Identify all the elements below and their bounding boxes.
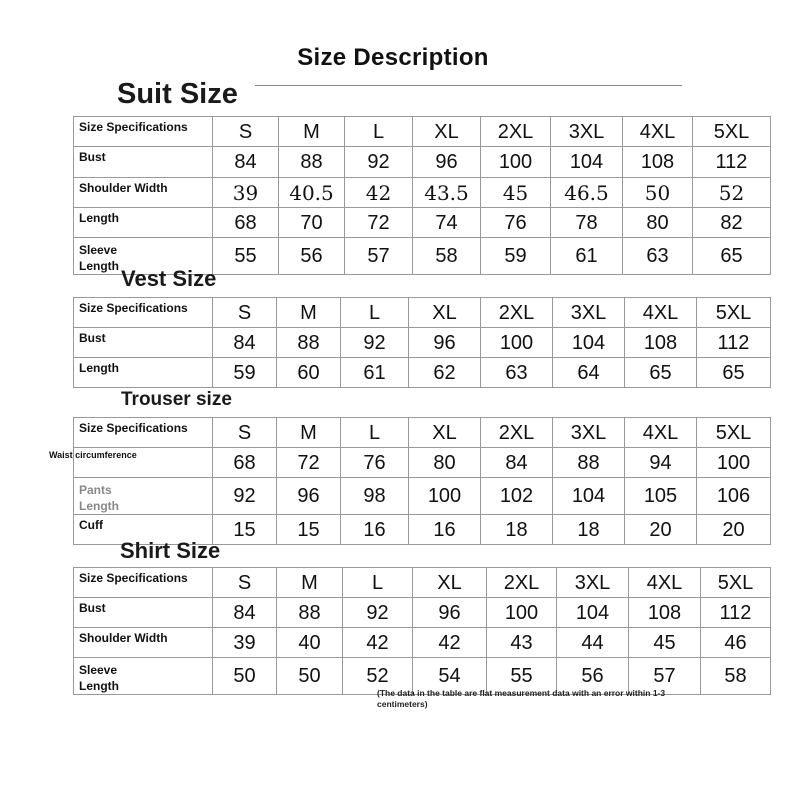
table-cell: 80: [409, 448, 481, 478]
size-header: XL: [413, 568, 487, 598]
table-cell: 50: [623, 178, 693, 208]
table-cell: 52: [343, 658, 413, 695]
size-header: 5XL: [693, 117, 771, 147]
size-header: 2XL: [481, 298, 553, 328]
vest-size-table: [73, 297, 771, 388]
table-cell: 63: [623, 238, 693, 275]
table-cell: 88: [277, 328, 341, 358]
table-cell: 96: [277, 478, 341, 515]
table-cell: 108: [623, 147, 693, 178]
table-cell: 39: [213, 178, 279, 208]
row-label-length: Length: [74, 208, 213, 238]
size-specifications-label: Size Specifications: [74, 298, 213, 328]
size-header: 3XL: [557, 568, 629, 598]
table-cell: 18: [553, 515, 625, 545]
table-header-row: [74, 568, 771, 598]
size-header: 5XL: [701, 568, 771, 598]
size-header: 5XL: [697, 418, 771, 448]
table-cell: 55: [487, 658, 557, 695]
table-cell: 62: [409, 358, 481, 388]
table-cell: 92: [343, 598, 413, 628]
suit-size-table: [73, 116, 771, 275]
shirt-size-heading: Shirt Size: [120, 538, 221, 563]
table-cell: 92: [345, 147, 413, 178]
table-row: [74, 448, 771, 478]
table-cell: 42: [343, 628, 413, 658]
table-cell: 57: [629, 658, 701, 695]
table-cell: 72: [277, 448, 341, 478]
size-header: 3XL: [553, 298, 625, 328]
row-label-bust: Bust: [74, 147, 213, 178]
table-cell: 56: [279, 238, 345, 275]
trouser-size-table: [49, 417, 771, 545]
table-cell: 84: [213, 598, 277, 628]
size-header: L: [341, 298, 409, 328]
size-header: 2XL: [481, 418, 553, 448]
size-specifications-label: Size Specifications: [74, 418, 213, 448]
row-label-length: Length: [74, 358, 213, 388]
vest-size-heading: Vest Size: [121, 266, 217, 291]
table-cell: 80: [623, 208, 693, 238]
size-specifications-label: Size Specifications: [74, 568, 213, 598]
table-cell: 70: [279, 208, 345, 238]
table-cell: 104: [553, 328, 625, 358]
size-header: L: [343, 568, 413, 598]
table-cell: 82: [693, 208, 771, 238]
table-cell: 84: [481, 448, 553, 478]
table-cell: 52: [693, 178, 771, 208]
size-header: 2XL: [487, 568, 557, 598]
table-cell: 88: [277, 598, 343, 628]
table-cell: 68: [213, 208, 279, 238]
size-header: 4XL: [625, 298, 697, 328]
size-specifications-label: Size Specifications: [74, 117, 213, 147]
table-cell: 96: [409, 328, 481, 358]
table-cell: 43: [487, 628, 557, 658]
row-label-sleeve-length: Sleeve Length: [74, 658, 213, 695]
table-cell: 45: [629, 628, 701, 658]
size-header: 2XL: [481, 117, 551, 147]
size-header: XL: [413, 117, 481, 147]
table-cell: 55: [213, 238, 279, 275]
table-cell: 58: [413, 238, 481, 275]
row-label-pants-length: Pants Length: [74, 478, 213, 515]
table-cell: 72: [345, 208, 413, 238]
table-cell: 96: [413, 147, 481, 178]
table-cell: 42: [413, 628, 487, 658]
table-cell: 54: [413, 658, 487, 695]
table-cell: 106: [697, 478, 771, 515]
size-header: L: [345, 117, 413, 147]
table-row: [74, 178, 771, 208]
size-header: 5XL: [697, 298, 771, 328]
table-cell: 16: [341, 515, 409, 545]
table-cell: 92: [213, 478, 277, 515]
table-row: [74, 147, 771, 178]
table-cell: 65: [693, 238, 771, 275]
table-cell: 61: [341, 358, 409, 388]
row-label-cuff: Cuff: [74, 515, 213, 545]
table-cell: 50: [277, 658, 343, 695]
table-cell: 20: [697, 515, 771, 545]
table-cell: 88: [553, 448, 625, 478]
row-label-bust: Bust: [74, 598, 213, 628]
table-cell: 15: [213, 515, 277, 545]
size-header: L: [341, 418, 409, 448]
table-cell: 112: [693, 147, 771, 178]
size-header: M: [279, 117, 345, 147]
table-cell: 60: [277, 358, 341, 388]
table-header-row: [74, 298, 771, 328]
size-header: XL: [409, 418, 481, 448]
table-cell: 84: [213, 147, 279, 178]
table-cell: 64: [553, 358, 625, 388]
size-header: M: [277, 298, 341, 328]
shirt-size-table: [73, 567, 771, 695]
size-header: S: [213, 117, 279, 147]
table-row: [74, 598, 771, 628]
row-label-waist-circumference: [49, 448, 213, 478]
table-cell: 58: [701, 658, 771, 695]
table-cell: 76: [481, 208, 551, 238]
table-cell: 104: [551, 147, 623, 178]
size-header: 4XL: [623, 117, 693, 147]
table-cell: 16: [409, 515, 481, 545]
table-cell: 18: [481, 515, 553, 545]
table-cell: 105: [625, 478, 697, 515]
table-row: [74, 208, 771, 238]
table-cell: 100: [481, 147, 551, 178]
size-header: 4XL: [629, 568, 701, 598]
table-cell: 44: [557, 628, 629, 658]
table-cell: 57: [345, 238, 413, 275]
table-row: [74, 358, 771, 388]
table-cell: 15: [277, 515, 341, 545]
table-cell: 45: [481, 178, 551, 208]
table-cell: 104: [553, 478, 625, 515]
table-cell: 100: [697, 448, 771, 478]
suit-size-heading: Suit Size: [117, 78, 238, 110]
row-label-sleeve-length: Sleeve Length: [74, 238, 213, 275]
table-cell: 39: [213, 628, 277, 658]
table-cell: 102: [481, 478, 553, 515]
size-header: M: [277, 568, 343, 598]
table-cell: 100: [487, 598, 557, 628]
table-cell: 100: [481, 328, 553, 358]
size-header: XL: [409, 298, 481, 328]
title-divider: [255, 85, 682, 86]
table-cell: 100: [409, 478, 481, 515]
table-cell: 43.5: [413, 178, 481, 208]
table-cell: 65: [697, 358, 771, 388]
table-cell: 96: [413, 598, 487, 628]
size-header: S: [213, 418, 277, 448]
table-cell: 61: [551, 238, 623, 275]
table-cell: 68: [213, 448, 277, 478]
table-cell: 50: [213, 658, 277, 695]
table-cell: 20: [625, 515, 697, 545]
table-cell: 65: [625, 358, 697, 388]
table-cell: 94: [625, 448, 697, 478]
table-cell: 92: [341, 328, 409, 358]
table-cell: 108: [629, 598, 701, 628]
size-header: S: [213, 568, 277, 598]
waist-circumference-label: Waist circumference: [49, 450, 137, 460]
table-row: [74, 628, 771, 658]
table-cell: 108: [625, 328, 697, 358]
page-title: Size Description: [297, 44, 489, 71]
size-header: 3XL: [551, 117, 623, 147]
table-cell: 84: [213, 328, 277, 358]
trouser-size-heading: Trouser size: [121, 389, 232, 410]
size-header: 4XL: [625, 418, 697, 448]
table-cell: 59: [213, 358, 277, 388]
table-cell: 98: [341, 478, 409, 515]
measurement-footnote: (The data in the table are flat measurement data with an error within 1-3 centimeters): [377, 688, 666, 710]
table-header-row: [74, 418, 771, 448]
table-cell: 76: [341, 448, 409, 478]
table-row: [74, 328, 771, 358]
size-header: 3XL: [553, 418, 625, 448]
table-cell: 46: [701, 628, 771, 658]
table-cell: 56: [557, 658, 629, 695]
table-cell: 59: [481, 238, 551, 275]
table-cell: 104: [557, 598, 629, 628]
table-cell: 40.5: [279, 178, 345, 208]
table-cell: 42: [345, 178, 413, 208]
row-label-shoulder-width: Shoulder Width: [74, 178, 213, 208]
table-header-row: [74, 117, 771, 147]
table-cell: 74: [413, 208, 481, 238]
table-cell: 40: [277, 628, 343, 658]
table-cell: 88: [279, 147, 345, 178]
table-cell: 112: [697, 328, 771, 358]
size-header: S: [213, 298, 277, 328]
table-cell: 112: [701, 598, 771, 628]
size-header: M: [277, 418, 341, 448]
row-label-bust: Bust: [74, 328, 213, 358]
table-cell: 63: [481, 358, 553, 388]
table-cell: 46.5: [551, 178, 623, 208]
table-cell: 78: [551, 208, 623, 238]
table-row: [74, 478, 771, 515]
row-label-shoulder-width: Shoulder Width: [74, 628, 213, 658]
